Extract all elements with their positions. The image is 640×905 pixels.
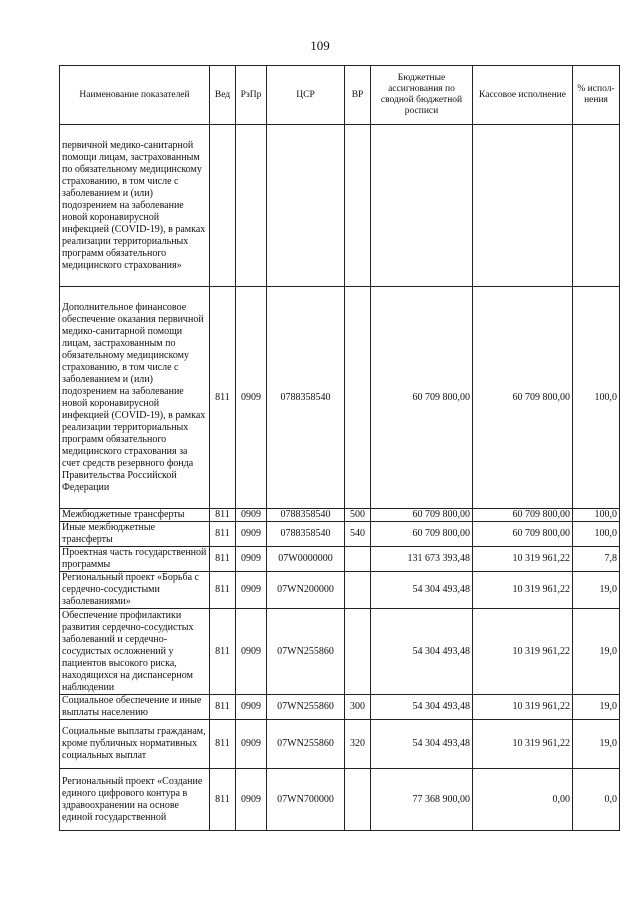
row-cash: 10 319 961,22	[473, 720, 573, 769]
row-rzpr: 0909	[236, 720, 267, 769]
table-row	[60, 572, 620, 609]
row-vr: 300	[345, 695, 371, 720]
row-name: Обеспечение профилактики развития сердечно-сосудистых заболеваний и сердечно-сосудистых осложнений у пациентов высокого риска, находящихся на диспансерном наблюдении	[60, 609, 210, 695]
header-percent: % испол-нения	[573, 66, 620, 125]
table-header-row	[60, 66, 620, 125]
row-vr: 500	[345, 509, 371, 522]
table-row	[60, 509, 620, 522]
row-percent: 7,8	[573, 547, 620, 572]
header-cash: Кассовое исполнение	[473, 66, 573, 125]
table-row	[60, 720, 620, 769]
row-assignments: 54 304 493,48	[371, 720, 473, 769]
row-cash: 60 709 800,00	[473, 522, 573, 547]
row-assignments: 54 304 493,48	[371, 572, 473, 609]
row-ved: 811	[210, 769, 236, 831]
table-row	[60, 695, 620, 720]
row-rzpr: 0909	[236, 572, 267, 609]
row-ved: 811	[210, 509, 236, 522]
row-name: Региональный проект «Создание единого цифрового контура в здравоохранении на основе единой государственной	[60, 769, 210, 831]
table-row	[60, 287, 620, 509]
header-name: Наименование показателей	[60, 66, 210, 125]
row-csr: 07WN255860	[267, 609, 345, 695]
table-row	[60, 769, 620, 831]
row-cash: 60 709 800,00	[473, 287, 573, 509]
row-csr: 0788358540	[267, 287, 345, 509]
row-ved: 811	[210, 720, 236, 769]
row-cash: 10 319 961,22	[473, 572, 573, 609]
row-vr	[345, 287, 371, 509]
row-cash: 10 319 961,22	[473, 547, 573, 572]
row-assignments: 60 709 800,00	[371, 522, 473, 547]
row-percent: 19,0	[573, 695, 620, 720]
row-vr: 320	[345, 720, 371, 769]
row-ved: 811	[210, 572, 236, 609]
row-vr: 540	[345, 522, 371, 547]
row-percent: 100,0	[573, 287, 620, 509]
row-cash: 10 319 961,22	[473, 609, 573, 695]
row-assignments: 54 304 493,48	[371, 695, 473, 720]
row-percent	[573, 125, 620, 287]
row-assignments	[371, 125, 473, 287]
row-ved: 811	[210, 522, 236, 547]
row-csr: 07WN200000	[267, 572, 345, 609]
table-row	[60, 547, 620, 572]
row-assignments: 60 709 800,00	[371, 287, 473, 509]
row-name: Социальные выплаты гражданам, кроме публичных нормативных социальных выплат	[60, 720, 210, 769]
row-ved	[210, 125, 236, 287]
row-percent: 100,0	[573, 522, 620, 547]
row-ved: 811	[210, 547, 236, 572]
row-ved: 811	[210, 695, 236, 720]
row-assignments: 77 368 900,00	[371, 769, 473, 831]
row-vr	[345, 609, 371, 695]
row-name: первичной медико-санитарной помощи лицам, застрахованным по обязательному медицинскому страхованию, в том числе с заболеванием и (или) подозрением на заболевание новой коронавирусной инфекцией (COVID-19), в рамках реализации территориальных программ обязательного медицинского страхования»	[60, 125, 210, 287]
row-assignments: 131 673 393,48	[371, 547, 473, 572]
row-rzpr: 0909	[236, 287, 267, 509]
row-ved: 811	[210, 609, 236, 695]
header-rzpr: РзПр	[236, 66, 267, 125]
page-number: 109	[310, 38, 330, 53]
row-csr: 07WN255860	[267, 695, 345, 720]
row-rzpr: 0909	[236, 509, 267, 522]
row-assignments: 60 709 800,00	[371, 509, 473, 522]
row-name: Проектная часть государственной программы	[60, 547, 210, 572]
table-row	[60, 125, 620, 287]
table-row	[60, 522, 620, 547]
row-vr	[345, 547, 371, 572]
row-csr: 07WN700000	[267, 769, 345, 831]
row-csr	[267, 125, 345, 287]
row-rzpr: 0909	[236, 695, 267, 720]
row-percent: 0,0	[573, 769, 620, 831]
row-rzpr: 0909	[236, 547, 267, 572]
header-assignments: Бюджетные ассигнования по сводной бюджетной росписи	[371, 66, 473, 125]
row-csr: 0788358540	[267, 509, 345, 522]
row-assignments: 54 304 493,48	[371, 609, 473, 695]
row-rzpr: 0909	[236, 609, 267, 695]
header-ved: Вед	[210, 66, 236, 125]
row-name: Иные межбюджетные трансферты	[60, 522, 210, 547]
row-name: Межбюджетные трансферты	[60, 509, 210, 522]
row-ved: 811	[210, 287, 236, 509]
row-percent: 19,0	[573, 609, 620, 695]
budget-execution-table	[59, 65, 620, 831]
row-name: Региональный проект «Борьба с сердечно-сосудистыми заболеваниями»	[60, 572, 210, 609]
row-cash: 10 319 961,22	[473, 695, 573, 720]
row-name: Социальное обеспечение и иные выплаты населению	[60, 695, 210, 720]
row-percent: 19,0	[573, 720, 620, 769]
row-rzpr: 0909	[236, 522, 267, 547]
row-cash: 0,00	[473, 769, 573, 831]
row-csr: 0788358540	[267, 522, 345, 547]
row-name: Дополнительное финансовое обеспечение оказания первичной медико-санитарной помощи лицам, застрахованным по обязательному медицинскому страхованию, в том числе с заболеванием и (или) подозрением на заболевание новой коронавирусной инфекцией (COVID-19), в рамках реализации территориальных программ обязательного медицинского страхования за счет средств резервного фонда Правительства Российской Федерации	[60, 287, 210, 509]
header-csr: ЦСР	[267, 66, 345, 125]
header-vr: ВР	[345, 66, 371, 125]
row-csr: 07W0000000	[267, 547, 345, 572]
row-percent: 100,0	[573, 509, 620, 522]
row-percent: 19,0	[573, 572, 620, 609]
row-csr: 07WN255860	[267, 720, 345, 769]
row-vr	[345, 125, 371, 287]
row-cash	[473, 125, 573, 287]
row-vr	[345, 769, 371, 831]
row-rzpr	[236, 125, 267, 287]
row-rzpr: 0909	[236, 769, 267, 831]
row-vr	[345, 572, 371, 609]
table-row	[60, 609, 620, 695]
row-cash: 60 709 800,00	[473, 509, 573, 522]
